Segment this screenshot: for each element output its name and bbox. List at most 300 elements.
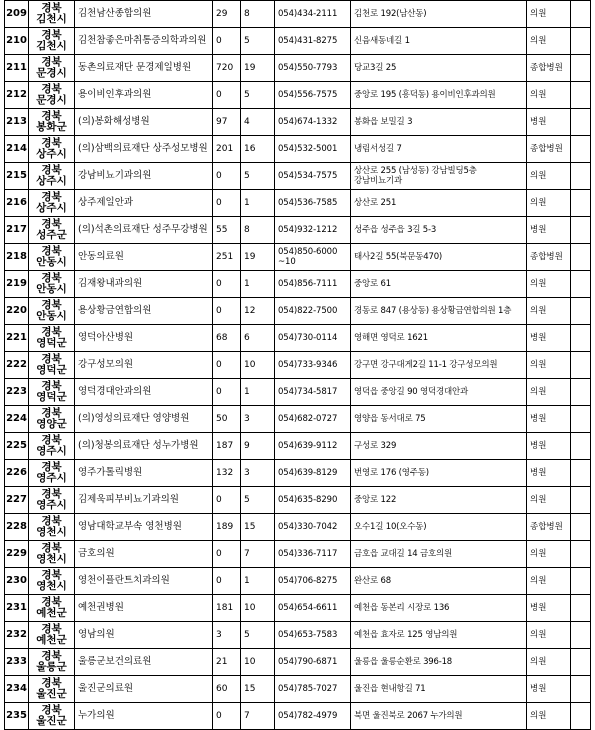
staff-count: 15 [241,676,275,703]
phone-number: 054)822-7500 [275,298,351,325]
phone-number: 054)856-7111 [275,271,351,298]
address: 번영로 176 (영주동) [351,460,527,487]
address: 울릉읍 울릉순환로 396-18 [351,649,527,676]
address: 영양읍 동서대로 75 [351,406,527,433]
phone-number: 054)706-8275 [275,568,351,595]
phone-number: 054)674-1332 [275,109,351,136]
facility-name: 강구성모의원 [75,352,213,379]
table-row [5,676,591,703]
row-number: 229 [5,541,29,568]
facility-type: 의원 [527,649,571,676]
empty-cell [571,136,591,163]
row-number: 209 [5,1,29,28]
bed-count: 251 [213,244,241,271]
region-cell [29,568,75,595]
region-cell [29,676,75,703]
bed-count: 21 [213,649,241,676]
row-number: 225 [5,433,29,460]
address: 신음새동네길 1 [351,28,527,55]
region-province: 경북 [41,407,62,419]
table-row [5,703,591,730]
address: 상산로 255 (남성동) 강남빌딩5층 강남비뇨기과 [351,163,527,190]
region-province: 경북 [41,137,62,149]
region-province: 경북 [41,704,62,716]
region-province: 경북 [41,83,62,95]
facility-type: 병원 [527,595,571,622]
staff-count: 1 [241,568,275,595]
region-city: 영주시 [36,472,67,484]
bed-count: 3 [213,622,241,649]
region-cell [29,433,75,460]
facility-name: 용이비인후과의원 [75,82,213,109]
staff-count: 16 [241,136,275,163]
region-city: 울진군 [36,688,67,700]
phone-number: 054)654-6611 [275,595,351,622]
facility-name: (의)삼백의료재단 상주성모병원 [75,136,213,163]
region-cell [29,1,75,28]
region-city: 상주시 [36,148,67,160]
phone-number: 054)733-9346 [275,352,351,379]
region-city: 영덕군 [36,391,67,403]
address: 구성로 329 [351,433,527,460]
facility-type: 종합병원 [527,244,571,271]
address: 금호읍 교대길 14 금호의원 [351,541,527,568]
facility-type: 병원 [527,325,571,352]
table-row [5,622,591,649]
facility-type: 의원 [527,568,571,595]
table-row [5,217,591,244]
facility-type: 의원 [527,487,571,514]
row-number: 220 [5,298,29,325]
phone-number: 054)734-5817 [275,379,351,406]
facility-name: (의)봉화해성병원 [75,109,213,136]
facility-name: 김재왕내과의원 [75,271,213,298]
bed-count: 0 [213,271,241,298]
staff-count: 5 [241,622,275,649]
empty-cell [571,487,591,514]
table-row [5,487,591,514]
region-province: 경북 [41,569,62,581]
facility-type: 의원 [527,1,571,28]
facility-type: 병원 [527,676,571,703]
region-cell [29,298,75,325]
staff-count: 1 [241,190,275,217]
phone-number: 054)682-0727 [275,406,351,433]
row-number: 217 [5,217,29,244]
phone-number: 054)635-8290 [275,487,351,514]
table-row [5,433,591,460]
row-number: 224 [5,406,29,433]
staff-count: 19 [241,55,275,82]
facility-name: 울진군의료원 [75,676,213,703]
facility-name: 김제욱피부비뇨기과의원 [75,487,213,514]
table-row [5,352,591,379]
region-cell [29,244,75,271]
empty-cell [571,379,591,406]
bed-count: 68 [213,325,241,352]
facility-type: 의원 [527,352,571,379]
region-city: 영덕군 [36,364,67,376]
row-number: 235 [5,703,29,730]
table-row [5,406,591,433]
region-cell [29,109,75,136]
facility-name: 영남의원 [75,622,213,649]
table-row [5,82,591,109]
bed-count: 201 [213,136,241,163]
address: 상산로 251 [351,190,527,217]
staff-count: 5 [241,487,275,514]
facility-type: 의원 [527,541,571,568]
region-city: 성주군 [36,229,67,241]
region-cell [29,217,75,244]
region-province: 경북 [41,677,62,689]
phone-number: 054)556-7575 [275,82,351,109]
staff-count: 4 [241,109,275,136]
bed-count: 0 [213,487,241,514]
region-city: 영천시 [36,553,67,565]
bed-count: 0 [213,352,241,379]
address: 성주읍 성주읍 3길 5-3 [351,217,527,244]
bed-count: 720 [213,55,241,82]
facility-name: 강남비뇨기과의원 [75,163,213,190]
row-number: 211 [5,55,29,82]
empty-cell [571,217,591,244]
row-number: 219 [5,271,29,298]
region-province: 경북 [41,110,62,122]
empty-cell [571,622,591,649]
facility-type: 의원 [527,379,571,406]
region-cell [29,514,75,541]
address: 경동로 847 (용상동) 용상황금연합의원 1층 [351,298,527,325]
facility-name: 예천권병원 [75,595,213,622]
facility-type: 의원 [527,703,571,730]
bed-count: 97 [213,109,241,136]
region-province: 경북 [41,650,62,662]
phone-number: 054)434-2111 [275,1,351,28]
table-row [5,55,591,82]
address: 중앙로 122 [351,487,527,514]
region-province: 경북 [41,542,62,554]
table-row [5,379,591,406]
address: 당교3길 25 [351,55,527,82]
empty-cell [571,163,591,190]
region-province: 경북 [41,488,62,500]
phone-number: 054)639-8129 [275,460,351,487]
facility-name: 김천참좋은마취통증의학과의원 [75,28,213,55]
region-cell [29,55,75,82]
facility-name: (의)석촌의료재단 성주무강병원 [75,217,213,244]
table-row [5,649,591,676]
phone-number: 054)550-7793 [275,55,351,82]
region-city: 문경시 [36,67,67,79]
staff-count: 7 [241,703,275,730]
table-row [5,271,591,298]
region-cell [29,190,75,217]
region-cell [29,487,75,514]
region-province: 경북 [41,2,62,14]
empty-cell [571,190,591,217]
address: 오수1길 10(오수동) [351,514,527,541]
row-number: 232 [5,622,29,649]
row-number: 210 [5,28,29,55]
bed-count: 0 [213,82,241,109]
empty-cell [571,352,591,379]
table-row [5,190,591,217]
address: 중앙로 61 [351,271,527,298]
address: 김천로 192(남산동) [351,1,527,28]
region-city: 영양군 [36,418,67,430]
empty-cell [571,595,591,622]
staff-count: 12 [241,298,275,325]
phone-number: 054)782-4979 [275,703,351,730]
empty-cell [571,325,591,352]
region-city: 영천시 [36,526,67,538]
region-cell [29,649,75,676]
address: 영해면 영덕로 1621 [351,325,527,352]
facility-type: 의원 [527,28,571,55]
row-number: 215 [5,163,29,190]
row-number: 213 [5,109,29,136]
table-row [5,28,591,55]
bed-count: 187 [213,433,241,460]
address: 예천읍 효자로 125 영남의원 [351,622,527,649]
staff-count: 9 [241,433,275,460]
empty-cell [571,406,591,433]
region-cell [29,163,75,190]
row-number: 230 [5,568,29,595]
address: 완산로 68 [351,568,527,595]
region-city: 울릉군 [36,661,67,673]
bed-count: 0 [213,163,241,190]
staff-count: 8 [241,217,275,244]
region-province: 경북 [41,623,62,635]
row-number: 234 [5,676,29,703]
facility-type: 의원 [527,271,571,298]
bed-count: 132 [213,460,241,487]
region-city: 영주시 [36,499,67,511]
phone-number: 054)785-7027 [275,676,351,703]
region-cell [29,325,75,352]
region-city: 김천시 [36,13,67,25]
phone-number: 054)639-9112 [275,433,351,460]
facility-name: 안동의료원 [75,244,213,271]
region-province: 경북 [41,461,62,473]
bed-count: 55 [213,217,241,244]
table-row [5,568,591,595]
bed-count: 0 [213,28,241,55]
staff-count: 5 [241,82,275,109]
table-row [5,244,591,271]
address: 울진읍 현내항길 71 [351,676,527,703]
phone-number: 054)532-5001 [275,136,351,163]
region-province: 경북 [41,218,62,230]
region-province: 경북 [41,299,62,311]
facility-name: 영덕아산병원 [75,325,213,352]
bed-count: 50 [213,406,241,433]
region-province: 경북 [41,596,62,608]
facility-name: 누가의원 [75,703,213,730]
table-row [5,136,591,163]
phone-number: 054)431-8275 [275,28,351,55]
table-row [5,460,591,487]
facility-name: 상주제일안과 [75,190,213,217]
facility-name: 영주가톨릭병원 [75,460,213,487]
table-row [5,1,591,28]
region-city: 안동시 [36,310,67,322]
phone-number: 054)330-7042 [275,514,351,541]
region-province: 경북 [41,380,62,392]
region-province: 경북 [41,272,62,284]
table-row [5,298,591,325]
region-province: 경북 [41,191,62,203]
region-cell [29,379,75,406]
region-city: 예천군 [36,634,67,646]
region-cell [29,541,75,568]
bed-count: 189 [213,514,241,541]
facility-type: 의원 [527,190,571,217]
facility-type: 종합병원 [527,514,571,541]
row-number: 228 [5,514,29,541]
region-city: 김천시 [36,40,67,52]
table-row [5,514,591,541]
region-city: 예천군 [36,607,67,619]
region-city: 울진군 [36,715,67,727]
phone-number: 054)850-6000 ~10 [275,244,351,271]
region-city: 영천시 [36,580,67,592]
empty-cell [571,460,591,487]
phone-number: 054)536-7585 [275,190,351,217]
phone-number: 054)932-1212 [275,217,351,244]
row-number: 227 [5,487,29,514]
bed-count: 60 [213,676,241,703]
region-city: 상주시 [36,202,67,214]
region-province: 경북 [41,29,62,41]
bed-count: 0 [213,379,241,406]
empty-cell [571,271,591,298]
region-province: 경북 [41,326,62,338]
row-number: 231 [5,595,29,622]
region-province: 경북 [41,434,62,446]
region-province: 경북 [41,515,62,527]
row-number: 222 [5,352,29,379]
bed-count: 0 [213,541,241,568]
staff-count: 1 [241,379,275,406]
phone-number: 054)790-6871 [275,649,351,676]
row-number: 221 [5,325,29,352]
empty-cell [571,433,591,460]
staff-count: 3 [241,406,275,433]
staff-count: 19 [241,244,275,271]
bed-count: 0 [213,298,241,325]
facility-name: 울릉군보건의료원 [75,649,213,676]
staff-count: 5 [241,163,275,190]
address: 강구면 강구대게2길 11-1 강구성모의원 [351,352,527,379]
hospital-table [4,0,591,730]
phone-number: 054)653-7583 [275,622,351,649]
table-row [5,541,591,568]
staff-count: 15 [241,514,275,541]
address: 봉화읍 보밀길 3 [351,109,527,136]
bed-count: 0 [213,703,241,730]
region-city: 봉화군 [36,121,67,133]
empty-cell [571,676,591,703]
region-city: 상주시 [36,175,67,187]
region-cell [29,271,75,298]
empty-cell [571,244,591,271]
row-number: 216 [5,190,29,217]
empty-cell [571,1,591,28]
address: 냉림서성길 7 [351,136,527,163]
facility-type: 의원 [527,163,571,190]
phone-number: 054)730-0114 [275,325,351,352]
empty-cell [571,568,591,595]
address: 북면 울진북로 2067 누가의원 [351,703,527,730]
facility-type: 의원 [527,622,571,649]
row-number: 218 [5,244,29,271]
region-province: 경북 [41,164,62,176]
facility-name: 동촌의료재단 문경제일병원 [75,55,213,82]
empty-cell [571,703,591,730]
row-number: 226 [5,460,29,487]
region-city: 안동시 [36,283,67,295]
region-cell [29,28,75,55]
region-province: 경북 [41,353,62,365]
facility-type: 의원 [527,82,571,109]
region-city: 영덕군 [36,337,67,349]
table-body [5,1,591,730]
staff-count: 1 [241,271,275,298]
empty-cell [571,55,591,82]
facility-name: 용상황금연합의원 [75,298,213,325]
region-province: 경북 [41,245,62,257]
staff-count: 5 [241,28,275,55]
facility-type: 병원 [527,433,571,460]
facility-name: 영천이플란트치과의원 [75,568,213,595]
staff-count: 8 [241,1,275,28]
phone-number: 054)336-7117 [275,541,351,568]
facility-name: (의)청봉의료재단 성누가병원 [75,433,213,460]
region-cell [29,136,75,163]
table-row [5,163,591,190]
staff-count: 10 [241,595,275,622]
facility-type: 병원 [527,109,571,136]
empty-cell [571,541,591,568]
region-cell [29,406,75,433]
address: 중앙로 195 (흥덕동) 용이비인후과의원 [351,82,527,109]
address: 영덕읍 중앙길 90 영덕경대안과 [351,379,527,406]
empty-cell [571,109,591,136]
facility-name: (의)영성의료재단 영양병원 [75,406,213,433]
facility-name: 영남대학교부속 영천병원 [75,514,213,541]
bed-count: 29 [213,1,241,28]
staff-count: 3 [241,460,275,487]
address: 태사2길 55(북문동470) [351,244,527,271]
bed-count: 181 [213,595,241,622]
row-number: 223 [5,379,29,406]
row-number: 212 [5,82,29,109]
region-city: 안동시 [36,256,67,268]
facility-type: 병원 [527,406,571,433]
facility-type: 의원 [527,298,571,325]
region-cell [29,595,75,622]
bed-count: 0 [213,190,241,217]
empty-cell [571,514,591,541]
region-province: 경북 [41,56,62,68]
region-city: 영주시 [36,445,67,457]
facility-type: 병원 [527,217,571,244]
row-number: 214 [5,136,29,163]
table-row [5,595,591,622]
